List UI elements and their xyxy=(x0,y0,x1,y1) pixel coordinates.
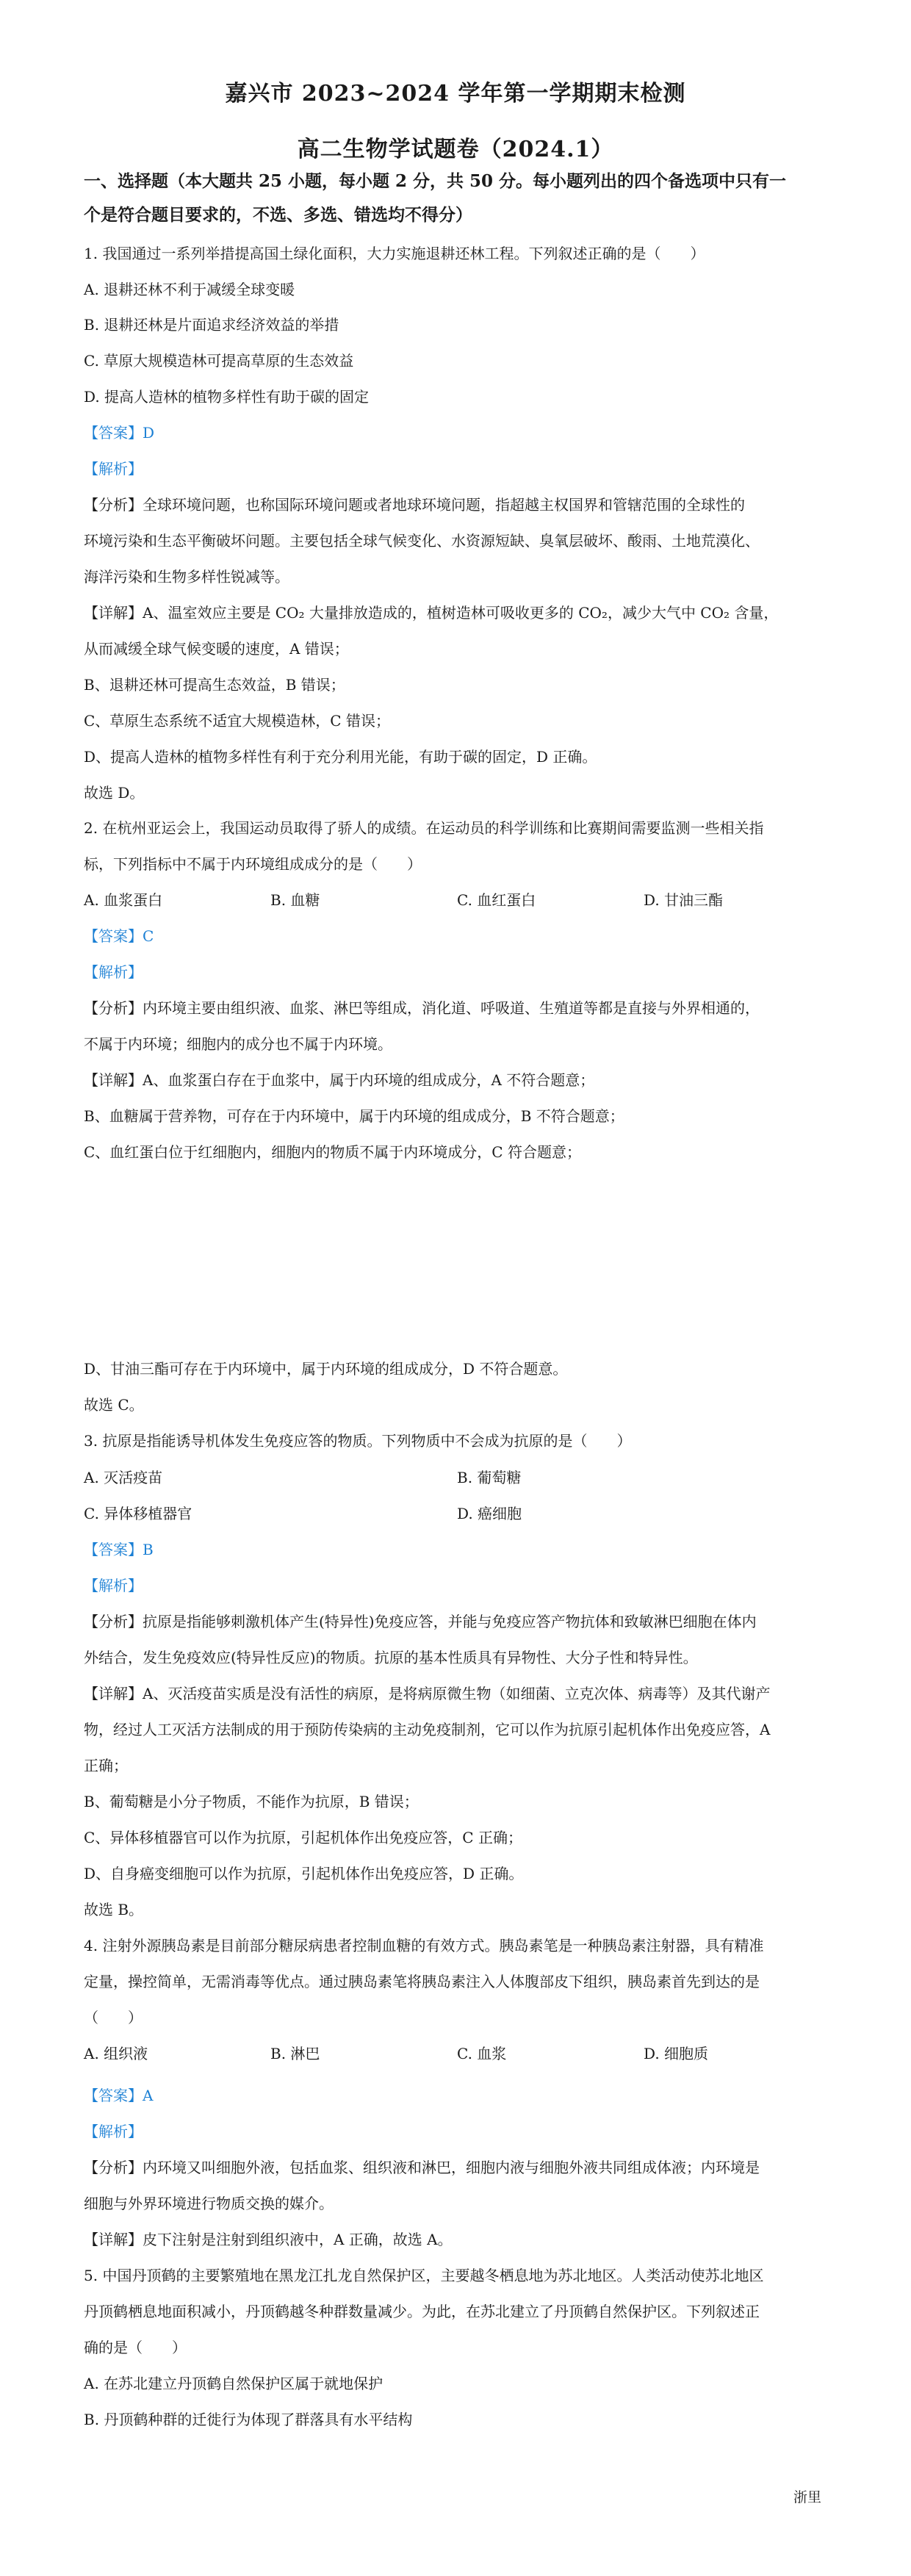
q1-detail-line: C、草原生态系统不适宜大规模造林，C 错误； xyxy=(84,712,390,730)
q3-jiexi-label: 【解析】 xyxy=(84,1577,143,1594)
q3-detail-line: D、自身癌变细胞可以作为抗原，引起机体作出免疫应答，D 正确。 xyxy=(84,1865,524,1882)
q3-analysis-line: 【分析】抗原是指能够刺激机体产生(特异性)免疫应答，并能与免疫应答产物抗体和致敏淋巴细胞在体内 xyxy=(84,1613,757,1630)
q4-stem-line: 定量，操控简单，无需消毒等优点。通过胰岛素笔将胰岛素注入人体腹部皮下组织，胰岛素首先到达的是 xyxy=(84,1973,760,1990)
q1-option-b: B. 退耕还林是片面追求经济效益的举措 xyxy=(84,316,339,334)
q3-detail-line: C、异体移植器官可以作为抗原，引起机体作出免疫应答，C 正确； xyxy=(84,1829,522,1846)
q5-option-b: B. 丹顶鹤种群的迁徙行为体现了群落具有水平结构 xyxy=(84,2411,413,2428)
q4-detail-line: 【详解】皮下注射是注射到组织液中，A 正确，故选 A。 xyxy=(84,2231,453,2248)
q2-detail-line: C、血红蛋白位于红细胞内，细胞内的物质不属于内环境成分，C 符合题意； xyxy=(84,1143,581,1161)
q3-detail-line: B、葡萄糖是小分子物质，不能作为抗原，B 错误； xyxy=(84,1793,419,1810)
section-heading-line2: 个是符合题目要求的，不选、多选、错选均不得分） xyxy=(84,205,472,225)
q3-option-b: B. 葡萄糖 xyxy=(457,1469,522,1486)
q2-detail-line: D、甘油三酯可存在于内环境中，属于内环境的组成成分，D 不符合题意。 xyxy=(84,1360,568,1378)
q4-stem-line: 4. 注射外源胰岛素是目前部分糖尿病患者控制血糖的有效方式。胰岛素笔是一种胰岛素注射器，具有精准 xyxy=(84,1937,764,1954)
q3-option-a: A. 灭活疫苗 xyxy=(84,1469,163,1486)
q2-option-a: A. 血浆蛋白 xyxy=(84,891,163,909)
q3-option-d: D. 癌细胞 xyxy=(457,1505,522,1522)
q3-analysis-line: 外结合，发生免疫效应(特异性反应)的物质。抗原的基本性质具有异物性、大分子性和特异性。 xyxy=(84,1649,698,1666)
q2-answer: 【答案】C xyxy=(84,927,154,945)
q3-detail-line: 正确； xyxy=(84,1757,128,1774)
q5-stem-line: 丹顶鹤栖息地面积减小，丹顶鹤越冬种群数量减少。为此，在苏北建立了丹顶鹤自然保护区。下列叙述正 xyxy=(84,2303,760,2320)
q1-detail-line: D、提高人造林的植物多样性有利于充分利用光能，有助于碳的固定，D 正确。 xyxy=(84,748,597,766)
q4-analysis-line: 【分析】内环境又叫细胞外液，包括血浆、组织液和淋巴，细胞内液与细胞外液共同组成体液；内环境是 xyxy=(84,2159,760,2176)
q3-option-c: C. 异体移植器官 xyxy=(84,1505,192,1522)
q1-detail-line: 从而减缓全球气候变暖的速度，A 错误； xyxy=(84,640,349,658)
q2-jiexi-label: 【解析】 xyxy=(84,963,143,981)
q2-option-c: C. 血红蛋白 xyxy=(457,891,536,909)
q3-detail-line: 物，经过人工灭活方法制成的用于预防传染病的主动免疫制剂，它可以作为抗原引起机体作出免疫应答，A xyxy=(84,1721,771,1738)
q1-detail-line: B、退耕还林可提高生态效益，B 错误； xyxy=(84,676,345,694)
q1-option-c: C. 草原大规模造林可提高草原的生态效益 xyxy=(84,352,354,370)
q4-jiexi-label: 【解析】 xyxy=(84,2123,143,2140)
q2-analysis-line: 【分析】内环境主要由组织液、血浆、淋巴等组成，消化道、呼吸道、生殖道等都是直接与外界相通的， xyxy=(84,999,760,1017)
q1-analysis-line: 环境污染和生态平衡破坏问题。主要包括全球气候变化、水资源短缺、臭氧层破坏、酸雨、土地荒漠化、 xyxy=(84,532,760,550)
q3-detail-line: 【详解】A、灭活疫苗实质是没有活性的病原，是将病原微生物（如细菌、立克次体、病毒等）及其代谢产 xyxy=(84,1685,771,1702)
q2-stem-line: 标，下列指标中不属于内环境组成成分的是（ ） xyxy=(84,855,422,873)
q1-detail-line: 故选 D。 xyxy=(84,784,145,802)
q2-stem-line: 2. 在杭州亚运会上，我国运动员取得了骄人的成绩。在运动员的科学训练和比赛期间需要监测一些相关指 xyxy=(84,819,764,837)
q4-stem-line: （ ） xyxy=(84,2009,143,2026)
q2-detail-line: 【详解】A、血浆蛋白存在于血浆中，属于内环境的组成成分，A 不符合题意； xyxy=(84,1071,595,1089)
q5-stem-line: 确的是（ ） xyxy=(84,2339,187,2356)
exam-subtitle: 高二生物学试题卷（2024.1） xyxy=(297,137,614,162)
q4-option-a: A. 组织液 xyxy=(84,2045,148,2062)
q2-analysis-line: 不属于内环境；细胞内的成分也不属于内环境。 xyxy=(84,1035,392,1053)
section-heading-line1: 一、选择题（本大题共 25 小题，每小题 2 分，共 50 分。每小题列出的四个备选项中只有一 xyxy=(84,171,787,191)
q2-option-b: B. 血糖 xyxy=(270,891,320,909)
q4-option-b: B. 淋巴 xyxy=(270,2045,320,2062)
q1-jiexi-label: 【解析】 xyxy=(84,460,143,478)
q4-option-d: D. 细胞质 xyxy=(644,2045,709,2062)
q1-detail-line: 【详解】A、温室效应主要是 CO₂ 大量排放造成的，植树造林可吸收更多的 CO₂，减少大气中 CO₂ 含量， xyxy=(84,604,779,622)
exam-title: 嘉兴市 2023~2024 学年第一学期期末检测 xyxy=(225,81,686,107)
q3-stem: 3. 抗原是指能诱导机体发生免疫应答的物质。下列物质中不会成为抗原的是（ ） xyxy=(84,1432,632,1450)
q3-answer: 【答案】B xyxy=(84,1541,154,1558)
q5-stem-line: 5. 中国丹顶鹤的主要繁殖地在黑龙江扎龙自然保护区，主要越冬栖息地为苏北地区。人类活动使苏北地区 xyxy=(84,2267,764,2284)
q1-option-a: A. 退耕还林不利于减缓全球变暖 xyxy=(84,281,295,298)
q1-answer: 【答案】D xyxy=(84,424,155,442)
page-footer: 浙里 xyxy=(793,2489,822,2505)
q4-analysis-line: 细胞与外界环境进行物质交换的媒介。 xyxy=(84,2195,334,2212)
q1-analysis-line: 【分析】全球环境问题，也称国际环境问题或者地球环境问题，指超越主权国界和管辖范围的全球性的 xyxy=(84,496,745,514)
q1-analysis-line: 海洋污染和生物多样性锐减等。 xyxy=(84,568,289,586)
q2-detail-line: B、血糖属于营养物，可存在于内环境中，属于内环境的组成成分，B 不符合题意； xyxy=(84,1107,624,1125)
q1-stem: 1. 我国通过一系列举措提高国土绿化面积，大力实施退耕还林工程。下列叙述正确的是（ ） xyxy=(84,245,705,262)
q4-option-c: C. 血浆 xyxy=(457,2045,507,2062)
q1-option-d: D. 提高人造林的植物多样性有助于碳的固定 xyxy=(84,388,370,406)
q3-detail-line: 故选 B。 xyxy=(84,1901,144,1918)
q2-detail-line: 故选 C。 xyxy=(84,1396,144,1414)
q4-answer: 【答案】A xyxy=(84,2087,154,2104)
q5-option-a: A. 在苏北建立丹顶鹤自然保护区属于就地保护 xyxy=(84,2375,384,2392)
q2-option-d: D. 甘油三酯 xyxy=(644,891,724,909)
